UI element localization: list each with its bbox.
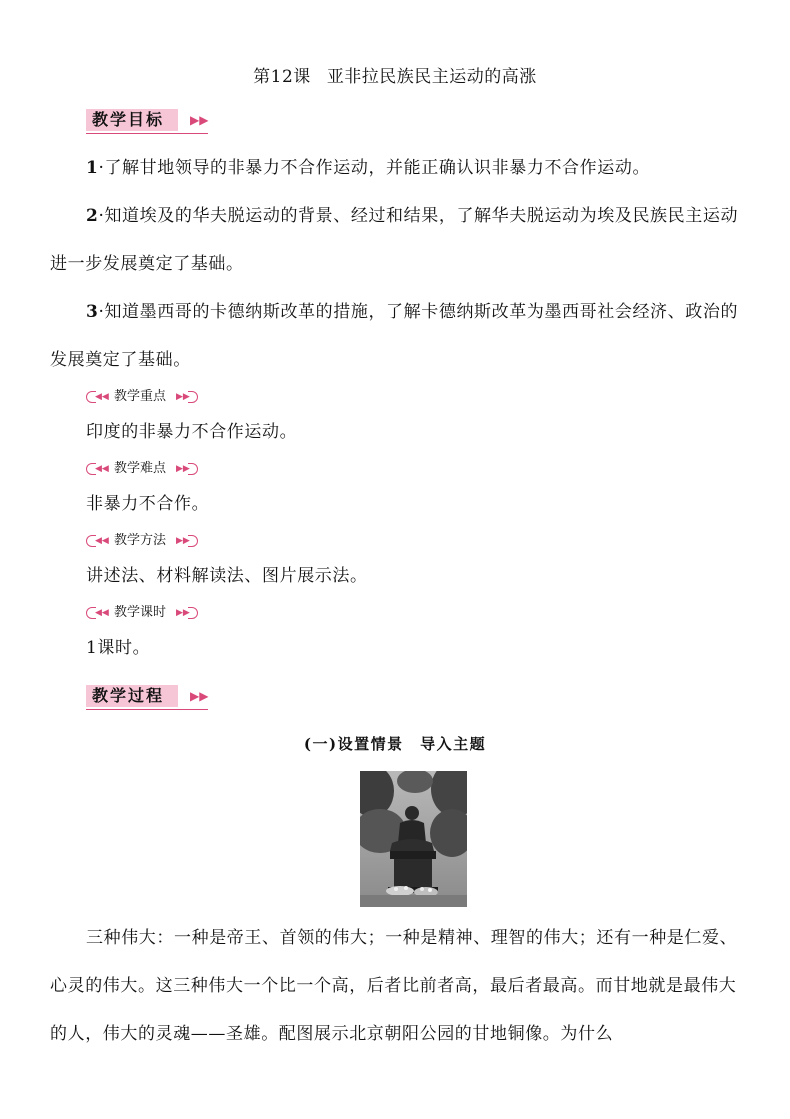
section-tag-goals xyxy=(86,108,208,134)
double-left-arrow-icon: ◀◀ xyxy=(95,536,109,546)
goal-item-2: 2·知道埃及的华夫脱运动的背景、经过和结果，了解华夫脱运动为埃及民族民主运动进一步发展奠定了基础。 xyxy=(50,206,739,274)
lesson-name: 亚非拉民族民主运动的高涨 xyxy=(326,67,537,87)
tag-difficulty: ◀◀ 教学难点 ▶▶ xyxy=(86,459,200,479)
goal-item-1: 1·了解甘地领导的非暴力不合作运动，并能正确认识非暴力不合作运动。 xyxy=(86,158,651,178)
tag-key-point: ◀◀ 教学重点 ▶▶ xyxy=(86,387,200,407)
gandhi-statue-photo xyxy=(360,771,467,907)
double-left-arrow-icon: ◀◀ xyxy=(95,464,109,474)
double-right-arrow-icon: ▶▶ xyxy=(176,392,190,402)
tag-hours: ◀◀ 教学课时 ▶▶ xyxy=(86,603,200,623)
hours-text: 1课时。 xyxy=(86,638,151,658)
tag-method: ◀◀ 教学方法 ▶▶ xyxy=(86,531,200,551)
double-right-arrow-icon: ▶▶ xyxy=(190,113,209,127)
double-left-arrow-icon: ◀◀ xyxy=(95,608,109,618)
double-right-arrow-icon: ▶▶ xyxy=(190,689,209,703)
section-tag-label: 教学目标 xyxy=(92,110,165,129)
double-left-arrow-icon: ◀◀ xyxy=(95,392,109,402)
key-point-text: 印度的非暴力不合作运动。 xyxy=(86,422,298,442)
intro-paragraph: 三种伟大：一种是帝王、首领的伟大；一种是精神、理智的伟大；还有一种是仁爱、心灵的伟大。这三种伟大一个比一个高，后者比前者高，最后者最高。而甘地就是最伟大的人，伟大的灵魂——圣雄。配图展示北京朝阳公园的甘地铜像。为什么 xyxy=(50,928,738,1044)
double-right-arrow-icon: ▶▶ xyxy=(176,464,190,474)
subheading: (一)设置情景 导入主题 xyxy=(303,735,487,753)
method-text: 讲述法、材料解读法、图片展示法。 xyxy=(86,566,368,586)
lesson-number: 第12课 xyxy=(253,67,311,87)
goal-item-3: 3·知道墨西哥的卡德纳斯改革的措施，了解卡德纳斯改革为墨西哥社会经济、政治的发展奠定了基础。 xyxy=(50,302,739,370)
double-right-arrow-icon: ▶▶ xyxy=(176,608,190,618)
section-tag-label: 教学过程 xyxy=(92,686,165,705)
section-tag-process xyxy=(86,684,208,710)
double-right-arrow-icon: ▶▶ xyxy=(176,536,190,546)
page-title xyxy=(0,62,790,87)
difficulty-text: 非暴力不合作。 xyxy=(86,494,210,514)
